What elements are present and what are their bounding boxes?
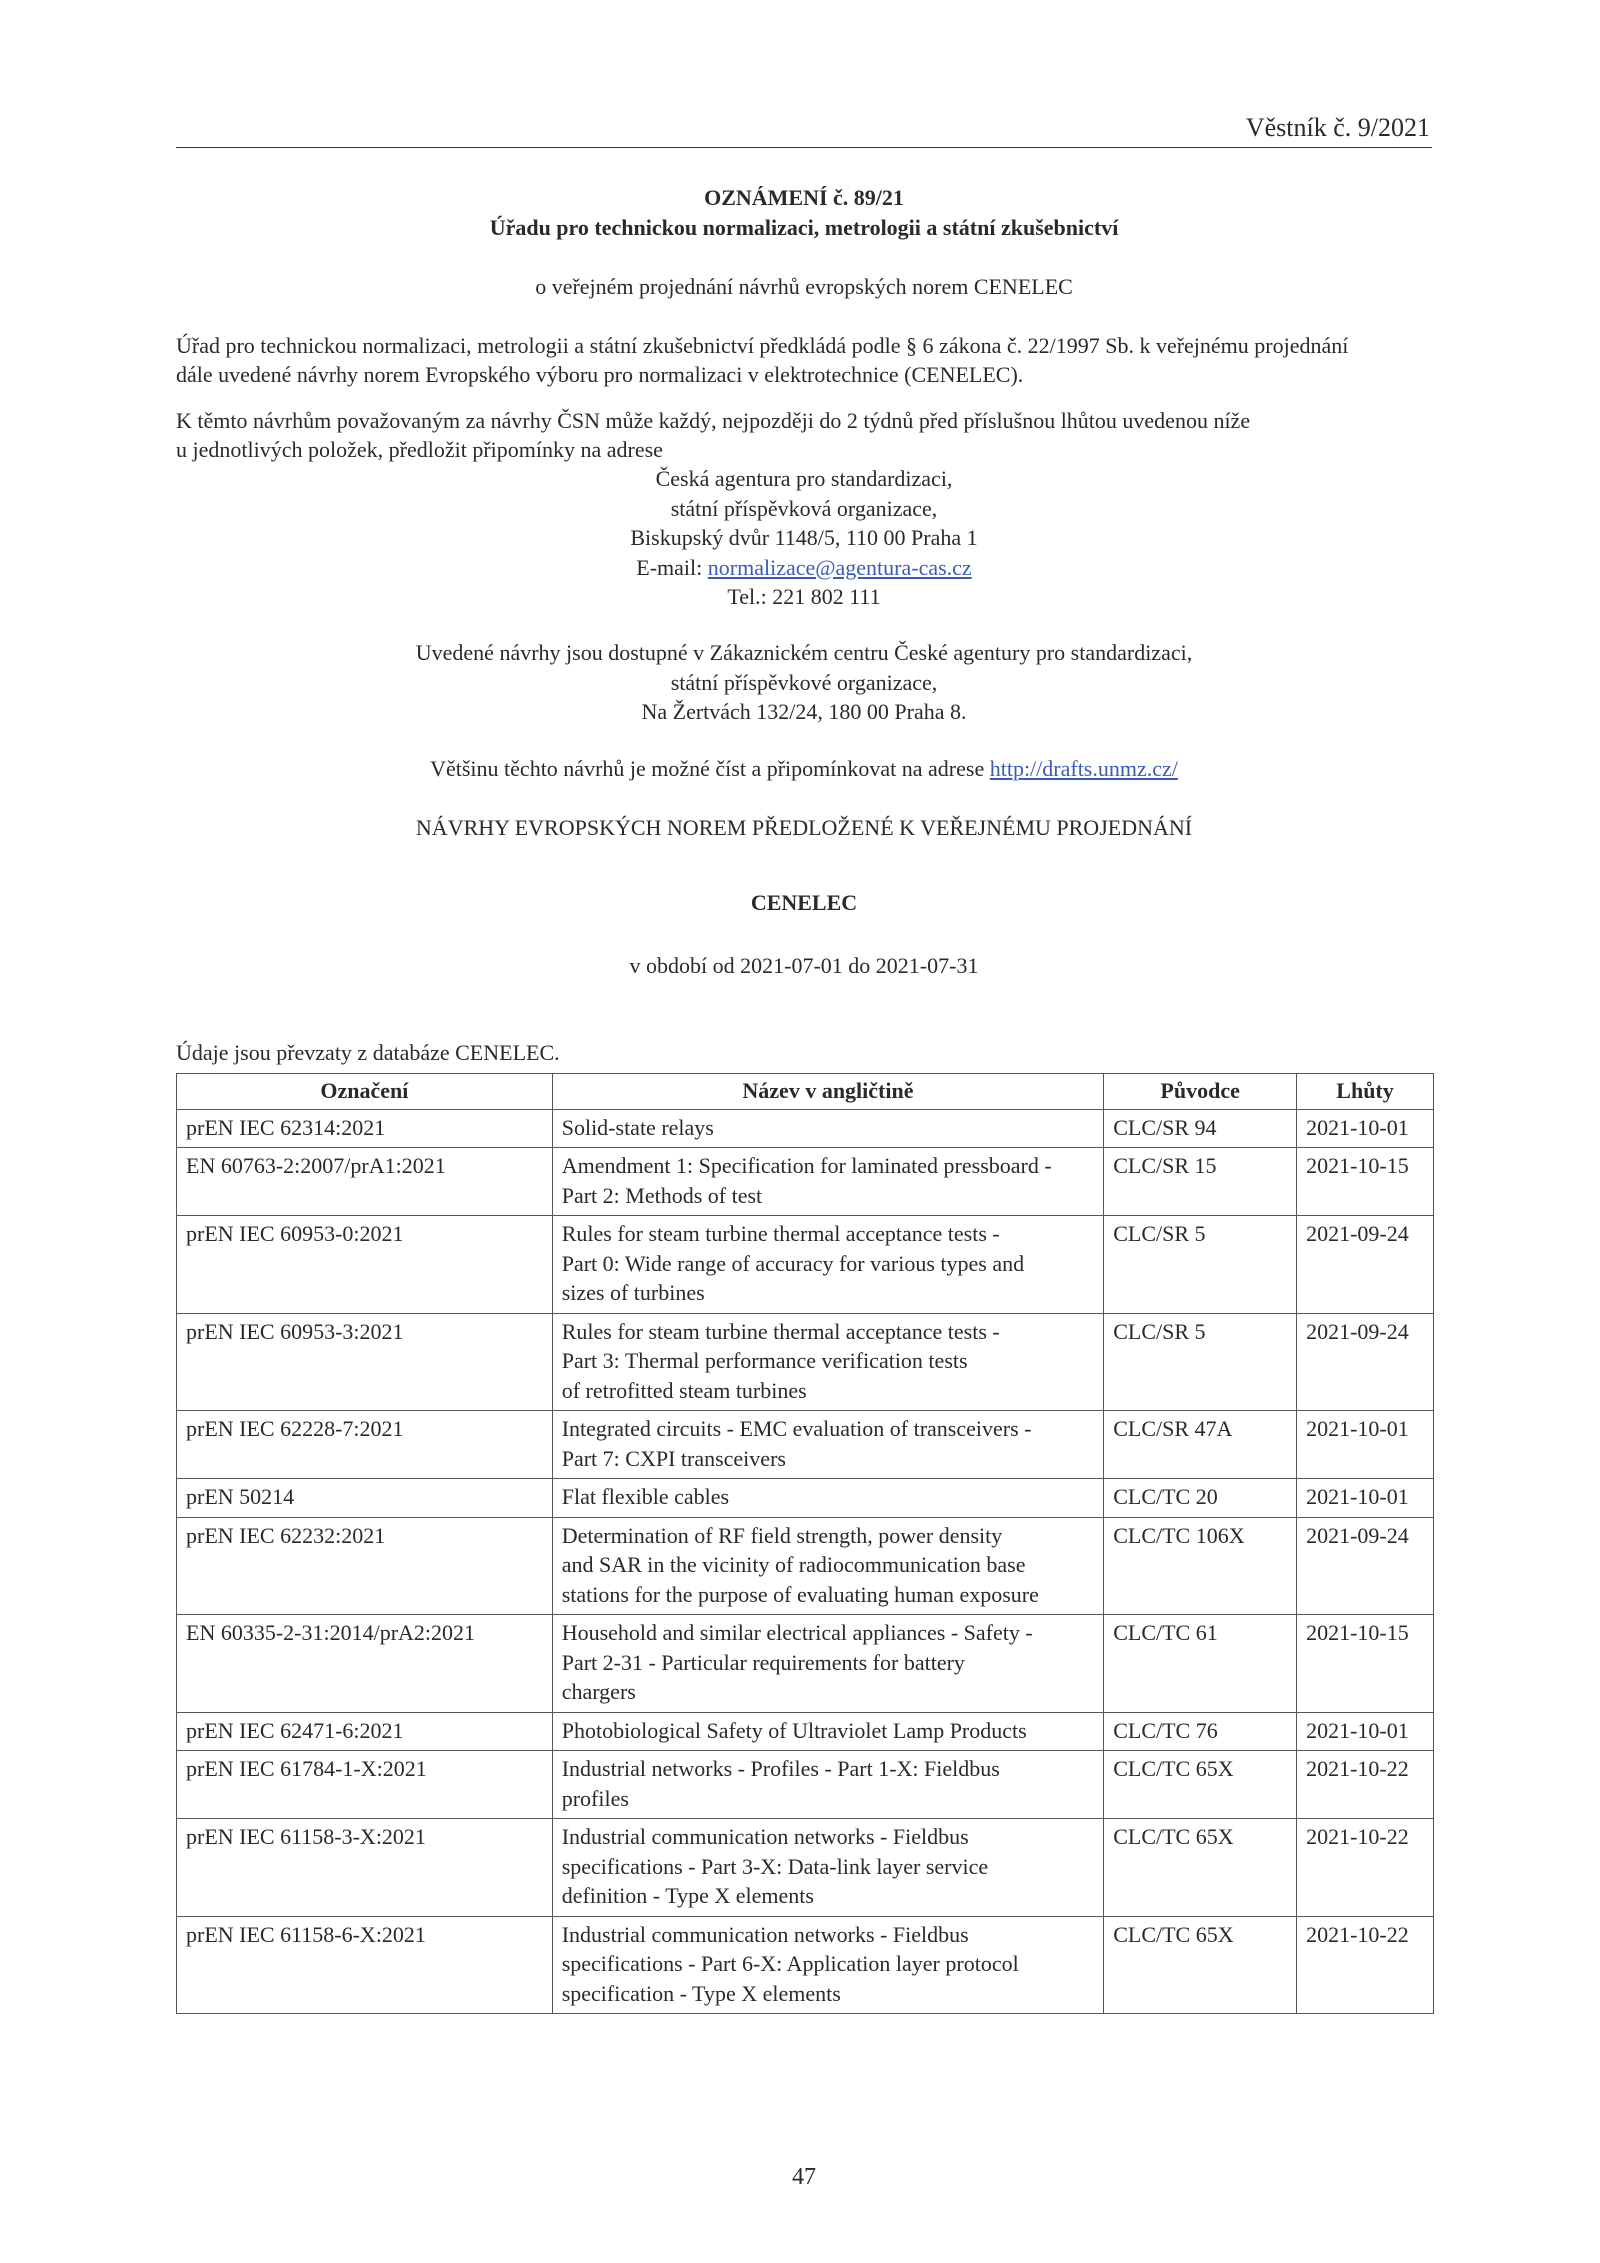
cell-title-line: stations for the purpose of evaluating human exposure (561, 1581, 1039, 1607)
comment-line: u jednotlivých položek, předložit připomínky na adrese (176, 437, 663, 462)
cell-title (552, 1411, 1103, 1479)
table-row (177, 1517, 1434, 1615)
drafts-link[interactable]: http://drafts.unmz.cz/ (989, 756, 1178, 781)
cell-title-line: Part 2: Methods of test (561, 1182, 763, 1208)
cell-origin: CLC/TC 65X (1104, 1751, 1297, 1819)
cell-origin: CLC/TC 61 (1104, 1615, 1297, 1713)
table-body (177, 1109, 1434, 2014)
intro-paragraph (176, 331, 1432, 389)
cell-title-line: Photobiological Safety of Ultraviolet Lamp Products (561, 1717, 1027, 1743)
cell-title (552, 1479, 1103, 1518)
table-row (177, 1216, 1434, 1314)
table-caption: Údaje jsou převzaty z databáze CENELEC. (176, 1040, 560, 1065)
column-header-title: Název v angličtině (552, 1074, 1103, 1110)
cell-origin: CLC/TC 65X (1104, 1819, 1297, 1917)
cell-title-line: profiles (561, 1785, 629, 1811)
cell-title (552, 1819, 1103, 1917)
table-row (177, 1411, 1434, 1479)
cell-title-line: definition - Type X elements (561, 1883, 814, 1908)
cell-deadline: 2021-10-15 (1297, 1148, 1434, 1216)
column-header-deadline: Lhůty (1297, 1074, 1434, 1110)
address-line: Česká agentura pro standardizaci, (655, 466, 953, 491)
availability-line: státní příspěvkové organizace, (670, 669, 938, 695)
cell-title (552, 1517, 1103, 1615)
cell-deadline: 2021-10-15 (1297, 1615, 1434, 1713)
table-row (177, 1712, 1434, 1751)
address-line: státní příspěvková organizace, (670, 495, 938, 521)
table-row (177, 1751, 1434, 1819)
cell-designation: prEN IEC 62314:2021 (177, 1109, 553, 1148)
cell-designation: prEN IEC 62232:2021 (177, 1517, 553, 1615)
cell-title-line: chargers (561, 1679, 636, 1704)
email-label: E-mail: (636, 554, 708, 580)
availability-line: Uvedené návrhy jsou dostupné v Zákaznickém centru České agentury pro standardizaci, (415, 640, 1193, 665)
cell-title-line: Integrated circuits - EMC evaluation of transceivers - (561, 1416, 1032, 1441)
cell-designation: EN 60335-2-31:2014/prA2:2021 (177, 1615, 553, 1713)
norms-table (176, 1073, 1434, 2014)
running-header: Věstník č. 9/2021 (1245, 113, 1430, 142)
cell-title-line: Part 0: Wide range of accuracy for various types and (561, 1250, 1025, 1276)
cell-title-line: Flat flexible cables (561, 1484, 730, 1509)
table-row (177, 1148, 1434, 1216)
cell-designation: prEN IEC 61784-1-X:2021 (177, 1751, 553, 1819)
table-header-row (177, 1074, 1434, 1110)
cell-title-line: and SAR in the vicinity of radiocommunication base (561, 1552, 1026, 1577)
column-header-designation: Označení (177, 1074, 553, 1110)
cell-origin: CLC/TC 76 (1104, 1712, 1297, 1751)
cell-title-line: Part 3: Thermal performance verification tests (561, 1348, 968, 1373)
cell-deadline: 2021-10-22 (1297, 1751, 1434, 1819)
column-header-origin: Původce (1104, 1074, 1297, 1110)
cell-deadline: 2021-10-22 (1297, 1819, 1434, 1917)
cell-origin: CLC/TC 20 (1104, 1479, 1297, 1518)
cell-title-line: Rules for steam turbine thermal acceptance tests - (561, 1221, 1000, 1246)
cell-origin: CLC/TC 65X (1104, 1916, 1297, 2014)
table-row (177, 1916, 1434, 2014)
address-email-line (176, 553, 1432, 583)
notice-authority: Úřadu pro technickou normalizaci, metrologii a státní zkušebnictví (489, 215, 1119, 240)
comment-line: K těmto návrhům považovaným za návrhy ČSN může každý, nejpozději do 2 týdnů před příslušnou lhůtou uvedenou níže (176, 408, 1251, 433)
table-row (177, 1313, 1434, 1411)
drafts-line (176, 754, 1432, 784)
cell-title-line: of retrofitted steam turbines (561, 1377, 807, 1403)
cell-designation: prEN IEC 62471-6:2021 (177, 1712, 553, 1751)
cell-title (552, 1712, 1103, 1751)
table-row (177, 1109, 1434, 1148)
availability-line: Na Žertvách 132/24, 180 00 Praha 8. (641, 699, 967, 724)
section-title: NÁVRHY EVROPSKÝCH NOREM PŘEDLOŽENÉ K VEŘEJNÉMU PROJEDNÁNÍ (415, 815, 1193, 840)
cell-origin: CLC/SR 5 (1104, 1216, 1297, 1314)
period-line: v období od 2021-07-01 do 2021-07-31 (629, 953, 979, 978)
cell-title-line: specification - Type X elements (561, 1980, 841, 2006)
notice-title: OZNÁMENÍ č. 89/21 (704, 185, 904, 210)
cell-deadline: 2021-10-01 (1297, 1712, 1434, 1751)
cell-designation: prEN IEC 60953-0:2021 (177, 1216, 553, 1314)
cell-title-line: Part 2-31 - Particular requirements for battery (561, 1649, 965, 1675)
cell-designation: prEN IEC 60953-3:2021 (177, 1313, 553, 1411)
cell-deadline: 2021-10-22 (1297, 1916, 1434, 2014)
cell-title (552, 1615, 1103, 1713)
cell-origin: CLC/SR 47A (1104, 1411, 1297, 1479)
cell-title-line: Determination of RF field strength, power density (561, 1522, 1003, 1548)
cell-title-line: Household and similar electrical appliances - Safety - (561, 1620, 1033, 1645)
cell-title-line: specifications - Part 3-X: Data-link layer service (561, 1853, 989, 1879)
cell-title-line: Industrial communication networks - Fieldbus (561, 1824, 969, 1849)
address-phone: Tel.: 221 802 111 (727, 584, 881, 609)
intro-line: dále uvedené návrhy norem Evropského výboru pro normalizaci v elektrotechnice (CENELEC). (176, 362, 1024, 387)
cell-title-line: Solid-state relays (561, 1114, 714, 1140)
drafts-text: Většinu těchto návrhů je možné číst a připomínkovat na adrese (430, 756, 990, 781)
cell-deadline: 2021-10-01 (1297, 1109, 1434, 1148)
cell-title-line: Rules for steam turbine thermal acceptance tests - (561, 1318, 1000, 1344)
comment-address (176, 464, 1432, 612)
cell-designation: prEN IEC 62228-7:2021 (177, 1411, 553, 1479)
address-line: Biskupský dvůr 1148/5, 110 00 Praha 1 (630, 525, 978, 550)
availability-address (176, 638, 1432, 727)
cell-deadline: 2021-10-01 (1297, 1411, 1434, 1479)
cell-title-line: sizes of turbines (561, 1280, 705, 1305)
notice-subject: o veřejném projednání návrhů evropských norem CENELEC (535, 274, 1073, 299)
intro-line: Úřad pro technickou normalizaci, metrologii a státní zkušebnictví předkládá podle § 6 zákona č. 22/1997 Sb. k veřejnému projednání (176, 333, 1349, 358)
header-rule (176, 147, 1432, 148)
table-row (177, 1819, 1434, 1917)
cell-designation: prEN IEC 61158-3-X:2021 (177, 1819, 553, 1917)
cell-origin: CLC/SR 5 (1104, 1313, 1297, 1411)
cell-deadline: 2021-09-24 (1297, 1517, 1434, 1615)
page-number: 47 (792, 2164, 816, 2190)
cell-title-line: specifications - Part 6-X: Application layer protocol (561, 1951, 1019, 1976)
cell-title-line: Industrial communication networks - Fieldbus (561, 1921, 969, 1947)
cell-title-line: Part 7: CXPI transceivers (561, 1445, 786, 1471)
cell-deadline: 2021-09-24 (1297, 1216, 1434, 1314)
cell-title (552, 1109, 1103, 1148)
cell-title-line: Industrial networks - Profiles - Part 1-X: Fieldbus (561, 1756, 1000, 1781)
cell-designation: prEN 50214 (177, 1479, 553, 1518)
table-row (177, 1479, 1434, 1518)
cell-designation: prEN IEC 61158-6-X:2021 (177, 1916, 553, 2014)
email-link[interactable]: normalizace@agentura-cas.cz (707, 554, 972, 580)
cell-title (552, 1751, 1103, 1819)
cell-deadline: 2021-09-24 (1297, 1313, 1434, 1411)
cell-deadline: 2021-10-01 (1297, 1479, 1434, 1518)
cell-title (552, 1216, 1103, 1314)
cell-origin: CLC/SR 15 (1104, 1148, 1297, 1216)
cell-title-line: Amendment 1: Specification for laminated pressboard - (561, 1153, 1052, 1178)
comment-paragraph (176, 406, 1432, 464)
cell-origin: CLC/SR 94 (1104, 1109, 1297, 1148)
table-row (177, 1615, 1434, 1713)
cell-title (552, 1148, 1103, 1216)
cell-designation: EN 60763-2:2007/prA1:2021 (177, 1148, 553, 1216)
cell-title (552, 1916, 1103, 2014)
cell-title (552, 1313, 1103, 1411)
cell-origin: CLC/TC 106X (1104, 1517, 1297, 1615)
organization-heading: CENELEC (750, 890, 858, 915)
